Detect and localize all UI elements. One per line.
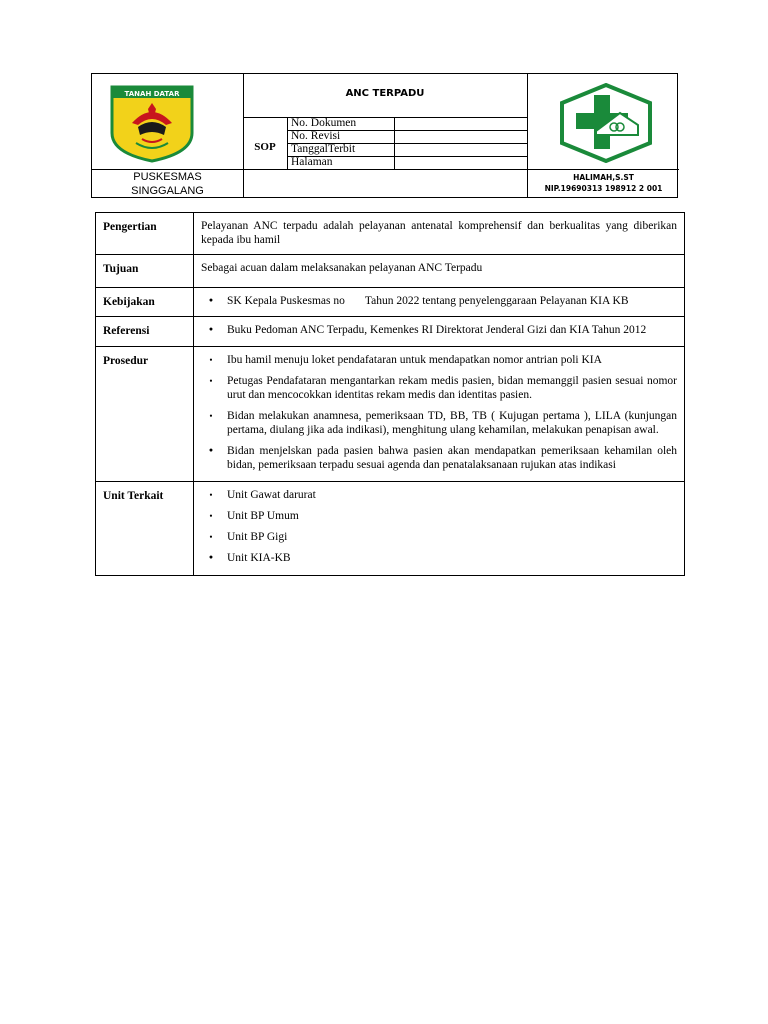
prosedur-list: [201, 353, 677, 472]
unit-item-3: Unit BP Gigi: [227, 531, 288, 543]
row-tujuan: [96, 255, 685, 288]
meta-label-halaman: Halaman: [291, 156, 333, 168]
prosedur-step-2: Petugas Pendafataran mengantarkan rekam medis pasien, bidan memanggil pasien sesuai nomor urut dan mencocokkan identitas rekam medis dan identitas pasien.: [227, 375, 677, 401]
meta-label-no-dokumen: No. Dokumen: [291, 117, 357, 129]
organization-name-line1: PUSKESMAS: [133, 171, 202, 183]
list-item: [201, 530, 677, 544]
row-pengertian: [96, 213, 685, 255]
label-referensi: Referensi: [96, 317, 194, 347]
list-item: [201, 323, 677, 337]
referensi-list: [201, 323, 677, 337]
kebijakan-list: [201, 294, 677, 308]
list-item: [201, 294, 677, 308]
list-item: [201, 353, 677, 367]
label-kebijakan: Kebijakan: [96, 288, 194, 317]
tanah-datar-logo: [108, 83, 196, 163]
list-item: [201, 444, 677, 472]
value-kebijakan: [194, 288, 685, 317]
puskesmas-logo: [556, 83, 656, 163]
prosedur-step-1: Ibu hamil menuju loket pendafataran untuk mendapatkan nomor antrian poli KIA: [227, 354, 602, 366]
pengertian-text: Pelayanan ANC terpadu adalah pelayanan antenatal komprehensif dan berkualitas yang diberikan kepada ibu hamil: [201, 220, 677, 246]
logo-text: TANAH DATAR: [124, 90, 180, 98]
list-item: [201, 509, 677, 523]
unit-item-2: Unit BP Umum: [227, 510, 299, 522]
meta-label-no-revisi: No. Revisi: [291, 130, 341, 142]
list-item: [201, 374, 677, 402]
header-divider: [527, 169, 679, 170]
bullet-icon: [205, 409, 217, 423]
kebijakan-text-after: Tahun 2022 tentang penyelenggaraan Pelayanan KIA KB: [364, 295, 629, 307]
list-item: [201, 551, 677, 565]
organization-name: [92, 170, 243, 198]
unit-item-4: Unit KIA-KB: [227, 552, 291, 564]
approver-block: [528, 172, 679, 194]
list-item: [201, 488, 677, 502]
bullet-icon: [205, 444, 217, 459]
prosedur-step-4: Bidan menjelskan pada pasien bahwa pasien akan mendapatkan pemeriksaan kehamilan oleh bidan, pemeriksaan terpadu sesuai agenda dan penatalaksanaan rujukan atas indikasi: [227, 445, 677, 471]
bullet-icon: [205, 374, 217, 388]
label-tujuan: Tujuan: [96, 255, 194, 288]
value-unit-terkait: [194, 482, 685, 576]
label-unit-terkait: Unit Terkait: [96, 482, 194, 576]
unit-terkait-list: [201, 488, 677, 565]
unit-item-1: Unit Gawat darurat: [227, 489, 316, 501]
document-title: ANC TERPADU: [345, 88, 425, 99]
value-referensi: [194, 317, 685, 347]
organization-name-line2: SINGGALANG: [131, 185, 204, 197]
bullet-icon: [205, 323, 217, 338]
value-tujuan: [194, 255, 685, 288]
sop-header-table: [91, 73, 678, 198]
approver-name: HALIMAH,S.ST: [573, 173, 634, 182]
bullet-icon: [205, 294, 217, 309]
header-divider: [243, 117, 527, 118]
meta-label-tanggal-terbit: TanggalTerbit: [291, 143, 356, 155]
row-kebijakan: [96, 288, 685, 317]
bullet-icon: [205, 551, 217, 566]
header-divider: [243, 169, 527, 170]
bullet-icon: [205, 509, 217, 523]
prosedur-step-3: Bidan melakukan anamnesa, pemeriksaan TD, BB, TB ( Kujugan pertama ), LILA (kunjungan pertama, diulang jika ada indikasi), menghitung ulang kehamilan, melakukan penapisan awal.: [227, 410, 677, 436]
bullet-icon: [205, 353, 217, 367]
bullet-icon: [205, 488, 217, 502]
kebijakan-text-before: SK Kepala Puskesmas no: [227, 295, 345, 307]
row-prosedur: [96, 347, 685, 482]
approver-nip: NIP.19690313 198912 2 001: [544, 184, 663, 193]
sop-label: SOP: [254, 141, 276, 153]
referensi-text: Buku Pedoman ANC Terpadu, Kemenkes RI Direktorat Jenderal Gizi dan KIA Tahun 2012: [227, 324, 647, 336]
row-unit-terkait: [96, 482, 685, 576]
value-prosedur: [194, 347, 685, 482]
list-item: [201, 409, 677, 437]
sop-content-table: [95, 212, 685, 576]
row-referensi: [96, 317, 685, 347]
tujuan-text: Sebagai acuan dalam melaksanakan pelayanan ANC Terpadu: [201, 262, 483, 274]
label-prosedur: Prosedur: [96, 347, 194, 482]
bullet-icon: [205, 530, 217, 544]
label-pengertian: Pengertian: [96, 213, 194, 255]
value-pengertian: [194, 213, 685, 255]
